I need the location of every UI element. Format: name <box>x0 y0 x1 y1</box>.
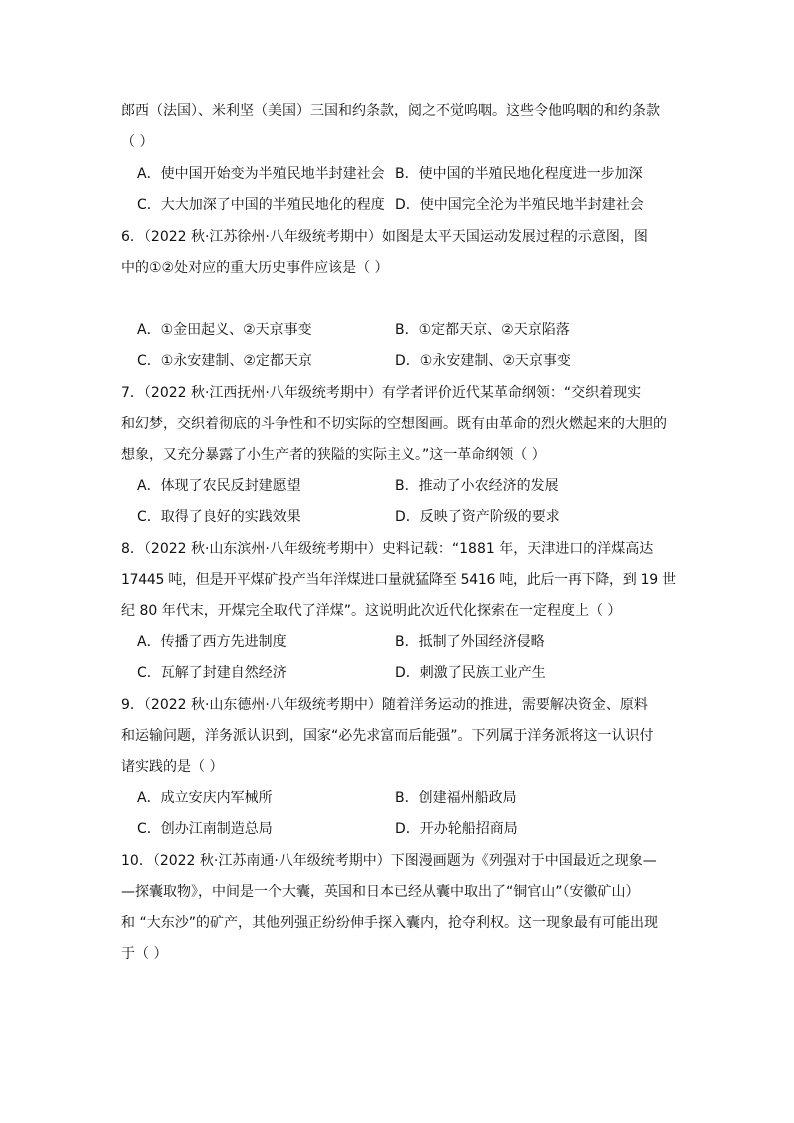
q7-stem-line-2: 和幻梦，交织着彻底的斗争性和不切实际的空想图画。既有由革命的烈火燃起来的大胆的 <box>121 416 667 432</box>
q6-option-a: A．①金田起义、②天京事变 <box>137 322 312 338</box>
q6-option-d: D．①永安建制、②天京事变 <box>395 353 571 369</box>
q10-stem-line-4: 于（ ） <box>121 946 168 962</box>
q9-option-c: C．创办江南制造总局 <box>137 821 273 837</box>
q9-stem-line-2: 和运输问题，洋务派认识到，国家“必先求富而后能强”。下列属于洋务派将这一认识付 <box>121 728 654 744</box>
q5-stem-line-1: 郎西（法国）、米利坚（美国）三国和约条款，阅之不觉呜咽。这些令他呜咽的和约条款 <box>121 103 660 119</box>
q9-stem-line-3: 诸实践的是（ ） <box>121 759 224 775</box>
q10-stem-line-3: 和 “大东沙”的矿产，其他列强正纷纷伸手探入囊内，抢夺利权。这一现象最有可能出现 <box>121 915 658 931</box>
q9-stem-line-1: 9．（2022 秋·山东德州·八年级统考期中）随着洋务运动的推进，需要解决资金、原料 <box>121 697 648 713</box>
q7-option-c: C．取得了良好的实践效果 <box>137 509 301 525</box>
q10-stem-line-2: —探囊取物》，中间是一个大囊，英国和日本已经从囊中取出了“铜官山”（安徽矿山） <box>121 884 640 900</box>
q5-option-a: A．使中国开始变为半殖民地半封建社会 <box>137 166 385 182</box>
q10-stem-line-1: 10．（2022 秋·江苏南通·八年级统考期中）下图漫画题为《列强对于中国最近之现象— <box>121 853 657 869</box>
q9-option-a: A．成立安庆内军械所 <box>137 790 273 806</box>
q9-option-b: B．创建福州船政局 <box>395 790 517 806</box>
q7-option-d: D．反映了资产阶级的要求 <box>395 509 560 525</box>
q8-stem-line-1: 8．（2022 秋·山东滨州·八年级统考期中）史料记载：“1881 年，天津进口的洋煤高达 <box>121 541 654 557</box>
q8-option-d: D．刺激了民族工业产生 <box>395 665 546 681</box>
q7-option-b: B．推动了小农经济的发展 <box>395 478 559 494</box>
q5-option-b: B．使中国的半殖民地化程度进一步加深 <box>395 166 643 182</box>
q5-option-d: D．使中国完全沦为半殖民地半封建社会 <box>395 197 644 213</box>
q9-option-d: D．开办轮船招商局 <box>395 821 518 837</box>
q6-option-c: C．①永安建制、②定都天京 <box>137 353 312 369</box>
q5-stem-line-2: （ ） <box>121 134 154 150</box>
q8-option-b: B．抵制了外国经济侵略 <box>395 634 545 650</box>
q7-stem-line-3: 想象，又充分暴露了小生产者的狭隘的实际主义。”这一革命纲领（ ） <box>121 447 546 463</box>
q6-stem-line-1: 6．（2022 秋·江苏徐州·八年级统考期中）如图是太平天国运动发展过程的示意图，图 <box>121 229 648 245</box>
q7-stem-line-1: 7．（2022 秋·江西抚州·八年级统考期中）有学者评价近代某革命纲领：“交织着现实 <box>121 385 642 401</box>
q5-option-c: C．大大加深了中国的半殖民地化的程度 <box>137 197 385 213</box>
q8-stem-line-2: 17445 吨，但是开平煤矿投产当年洋煤进口量就猛降至 5416 吨，此后一再下降，到 19 世 <box>121 572 676 588</box>
q8-option-a: A．传播了西方先进制度 <box>137 634 287 650</box>
q7-option-a: A．体现了农民反封建愿望 <box>137 478 301 494</box>
q8-option-c: C．瓦解了封建自然经济 <box>137 665 287 681</box>
q6-option-b: B．①定都天京、②天京陷落 <box>395 322 570 338</box>
q8-stem-line-3: 纪 80 年代末，开煤完全取代了洋煤”。这说明此次近代化探索在一定程度上（ ） <box>121 603 622 619</box>
q6-stem-line-2: 中的①②处对应的重大历史事件应该是（ ） <box>121 260 389 276</box>
